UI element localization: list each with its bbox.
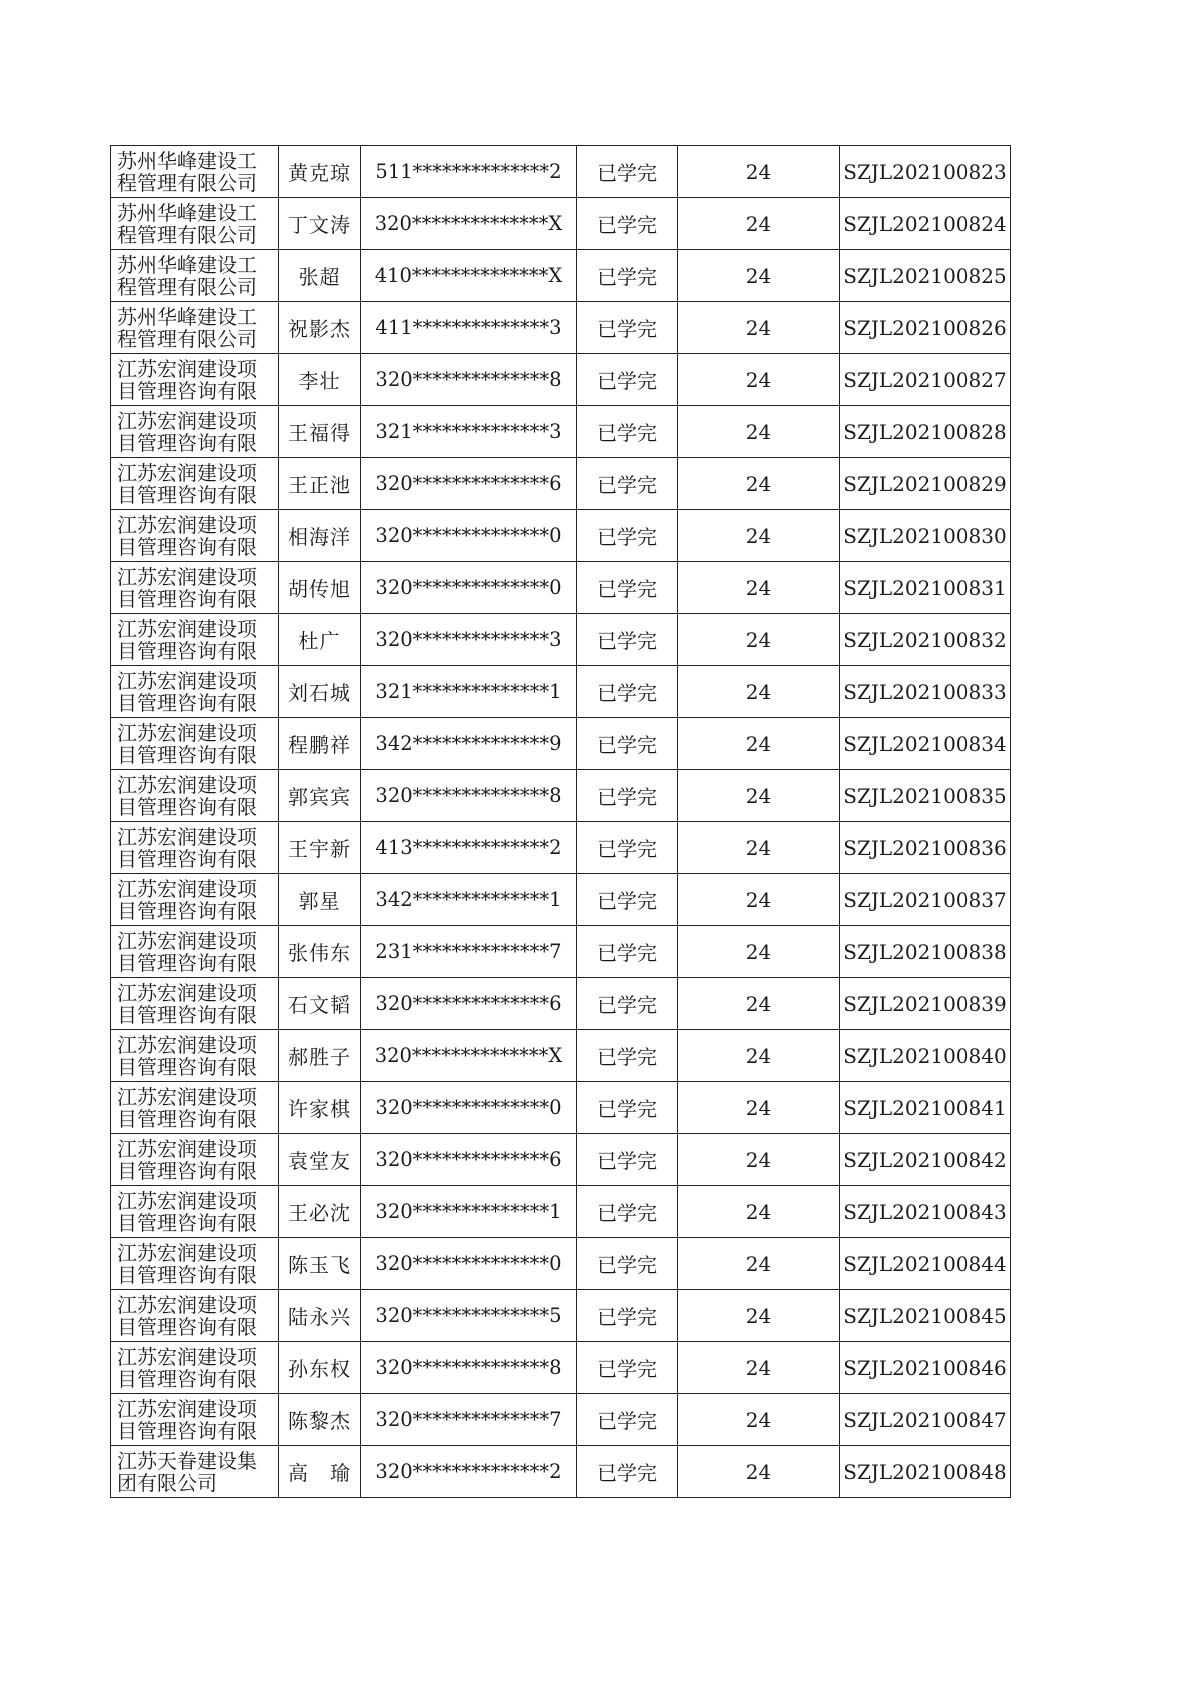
name-cell: 祝影杰: [279, 302, 361, 354]
company-line-1: 江苏宏润建设项: [117, 824, 257, 849]
status-cell: 已学完: [577, 458, 678, 510]
company-cell: [111, 250, 279, 302]
company-cell: [111, 978, 279, 1030]
name-cell: 孙东权: [279, 1342, 361, 1394]
certificate-number-cell: SZJL202100841: [840, 1082, 1011, 1134]
name-cell: 黄克琼: [279, 146, 361, 198]
name-cell: 王正池: [279, 458, 361, 510]
company-cell: [111, 822, 279, 874]
certificate-number-cell: SZJL202100842: [840, 1134, 1011, 1186]
status-cell: 已学完: [577, 1082, 678, 1134]
status-cell: 已学完: [577, 510, 678, 562]
company-cell: [111, 614, 279, 666]
name-cell: 程鹏祥: [279, 718, 361, 770]
company-line-1: 江苏宏润建设项: [117, 928, 257, 953]
company-line-2: 目管理咨询有限: [117, 1002, 257, 1027]
id-number-cell: 411**************3: [361, 302, 577, 354]
name-cell: 相海洋: [279, 510, 361, 562]
company-line-1: 苏州华峰建设工: [117, 200, 257, 225]
company-line-2: 目管理咨询有限: [117, 1366, 257, 1391]
certificate-number-cell: SZJL202100831: [840, 562, 1011, 614]
company-cell: [111, 1030, 279, 1082]
table-row: [111, 718, 1011, 770]
status-cell: 已学完: [577, 1342, 678, 1394]
table-row: [111, 1030, 1011, 1082]
certificate-number-cell: SZJL202100844: [840, 1238, 1011, 1290]
table-row: [111, 302, 1011, 354]
certificate-number-cell: SZJL202100838: [840, 926, 1011, 978]
status-cell: 已学完: [577, 614, 678, 666]
company-line-1: 江苏宏润建设项: [117, 616, 257, 641]
name-cell: 陈黎杰: [279, 1394, 361, 1446]
status-cell: 已学完: [577, 1238, 678, 1290]
company-line-2: 团有限公司: [117, 1470, 217, 1495]
certificate-number-cell: SZJL202100834: [840, 718, 1011, 770]
hours-cell: 24: [678, 1186, 840, 1238]
status-cell: 已学完: [577, 1186, 678, 1238]
name-cell: 郭星: [279, 874, 361, 926]
hours-cell: 24: [678, 510, 840, 562]
company-line-2: 目管理咨询有限: [117, 950, 257, 975]
company-line-1: 江苏宏润建设项: [117, 1292, 257, 1317]
certificate-number-cell: SZJL202100824: [840, 198, 1011, 250]
company-line-1: 江苏宏润建设项: [117, 1188, 257, 1213]
status-cell: 已学完: [577, 302, 678, 354]
table-row: [111, 1082, 1011, 1134]
id-number-cell: 231**************7: [361, 926, 577, 978]
certificate-number-cell: SZJL202100848: [840, 1446, 1011, 1498]
hours-cell: 24: [678, 1238, 840, 1290]
table-row: [111, 926, 1011, 978]
company-line-2: 目管理咨询有限: [117, 1314, 257, 1339]
id-number-cell: 320**************3: [361, 614, 577, 666]
status-cell: 已学完: [577, 1134, 678, 1186]
company-line-2: 目管理咨询有限: [117, 1106, 257, 1131]
certificate-number-cell: SZJL202100832: [840, 614, 1011, 666]
company-line-1: 江苏宏润建设项: [117, 512, 257, 537]
company-line-1: 江苏宏润建设项: [117, 980, 257, 1005]
table-row: [111, 354, 1011, 406]
status-cell: 已学完: [577, 250, 678, 302]
id-number-cell: 320**************X: [361, 1030, 577, 1082]
company-cell: [111, 354, 279, 406]
certificate-number-cell: SZJL202100827: [840, 354, 1011, 406]
hours-cell: 24: [678, 250, 840, 302]
hours-cell: 24: [678, 1342, 840, 1394]
id-number-cell: 321**************3: [361, 406, 577, 458]
company-line-1: 江苏宏润建设项: [117, 1344, 257, 1369]
name-cell: 石文韬: [279, 978, 361, 1030]
id-number-cell: 320**************1: [361, 1186, 577, 1238]
training-record-table: [110, 145, 1011, 1498]
hours-cell: 24: [678, 406, 840, 458]
name-cell: 王必沈: [279, 1186, 361, 1238]
id-number-cell: 320**************8: [361, 1342, 577, 1394]
table-row: [111, 614, 1011, 666]
hours-cell: 24: [678, 770, 840, 822]
status-cell: 已学完: [577, 666, 678, 718]
company-line-1: 江苏宏润建设项: [117, 668, 257, 693]
company-line-2: 目管理咨询有限: [117, 1210, 257, 1235]
name-cell: 李壮: [279, 354, 361, 406]
name-cell: 刘石城: [279, 666, 361, 718]
company-line-1: 江苏宏润建设项: [117, 564, 257, 589]
name-cell: 陆永兴: [279, 1290, 361, 1342]
id-number-cell: 320**************7: [361, 1394, 577, 1446]
company-line-1: 江苏宏润建设项: [117, 356, 257, 381]
company-cell: [111, 1290, 279, 1342]
name-cell: 郭宾宾: [279, 770, 361, 822]
table-row: [111, 1342, 1011, 1394]
certificate-number-cell: SZJL202100835: [840, 770, 1011, 822]
hours-cell: 24: [678, 666, 840, 718]
company-line-1: 江苏宏润建设项: [117, 1084, 257, 1109]
company-line-2: 目管理咨询有限: [117, 378, 257, 403]
hours-cell: 24: [678, 718, 840, 770]
table-row: [111, 146, 1011, 198]
company-line-1: 江苏宏润建设项: [117, 1032, 257, 1057]
company-line-2: 程管理有限公司: [117, 326, 257, 351]
table-row: [111, 1290, 1011, 1342]
company-line-2: 目管理咨询有限: [117, 846, 257, 871]
company-cell: [111, 874, 279, 926]
status-cell: 已学完: [577, 146, 678, 198]
table-row: [111, 822, 1011, 874]
status-cell: 已学完: [577, 770, 678, 822]
status-cell: 已学完: [577, 926, 678, 978]
hours-cell: 24: [678, 1082, 840, 1134]
hours-cell: 24: [678, 1290, 840, 1342]
company-line-1: 苏州华峰建设工: [117, 304, 257, 329]
id-number-cell: 320**************0: [361, 1082, 577, 1134]
hours-cell: 24: [678, 926, 840, 978]
company-cell: [111, 510, 279, 562]
table-row: [111, 666, 1011, 718]
company-line-1: 江苏宏润建设项: [117, 876, 257, 901]
table-row: [111, 1238, 1011, 1290]
status-cell: 已学完: [577, 354, 678, 406]
company-line-2: 目管理咨询有限: [117, 794, 257, 819]
company-cell: [111, 1394, 279, 1446]
company-cell: [111, 1446, 279, 1498]
certificate-number-cell: SZJL202100839: [840, 978, 1011, 1030]
id-number-cell: 320**************2: [361, 1446, 577, 1498]
certificate-number-cell: SZJL202100829: [840, 458, 1011, 510]
company-line-2: 目管理咨询有限: [117, 1418, 257, 1443]
name-cell: 许家棋: [279, 1082, 361, 1134]
id-number-cell: 320**************8: [361, 770, 577, 822]
hours-cell: 24: [678, 1394, 840, 1446]
name-cell: 高 瑜: [279, 1446, 361, 1498]
status-cell: 已学完: [577, 978, 678, 1030]
table-row: [111, 1186, 1011, 1238]
status-cell: 已学完: [577, 874, 678, 926]
company-cell: [111, 1342, 279, 1394]
hours-cell: 24: [678, 198, 840, 250]
company-line-1: 江苏宏润建设项: [117, 1396, 257, 1421]
company-cell: [111, 1186, 279, 1238]
certificate-number-cell: SZJL202100830: [840, 510, 1011, 562]
name-cell: 张超: [279, 250, 361, 302]
status-cell: 已学完: [577, 1446, 678, 1498]
company-cell: [111, 666, 279, 718]
name-cell: 张伟东: [279, 926, 361, 978]
table-row: [111, 406, 1011, 458]
name-cell: 杜广: [279, 614, 361, 666]
table-row: [111, 198, 1011, 250]
id-number-cell: 320**************5: [361, 1290, 577, 1342]
id-number-cell: 320**************0: [361, 562, 577, 614]
status-cell: 已学完: [577, 562, 678, 614]
hours-cell: 24: [678, 822, 840, 874]
company-line-2: 目管理咨询有限: [117, 1262, 257, 1287]
company-line-1: 苏州华峰建设工: [117, 148, 257, 173]
certificate-number-cell: SZJL202100843: [840, 1186, 1011, 1238]
table-row: [111, 874, 1011, 926]
certificate-number-cell: SZJL202100847: [840, 1394, 1011, 1446]
id-number-cell: 321**************1: [361, 666, 577, 718]
id-number-cell: 320**************8: [361, 354, 577, 406]
company-cell: [111, 406, 279, 458]
status-cell: 已学完: [577, 1290, 678, 1342]
company-line-2: 程管理有限公司: [117, 274, 257, 299]
company-line-2: 目管理咨询有限: [117, 586, 257, 611]
company-line-2: 目管理咨询有限: [117, 638, 257, 663]
table-body: [111, 146, 1011, 1498]
certificate-number-cell: SZJL202100828: [840, 406, 1011, 458]
name-cell: 郝胜子: [279, 1030, 361, 1082]
status-cell: 已学完: [577, 1394, 678, 1446]
company-cell: [111, 718, 279, 770]
table-row: [111, 562, 1011, 614]
company-line-1: 苏州华峰建设工: [117, 252, 257, 277]
name-cell: 胡传旭: [279, 562, 361, 614]
certificate-number-cell: SZJL202100846: [840, 1342, 1011, 1394]
id-number-cell: 320**************X: [361, 198, 577, 250]
id-number-cell: 413**************2: [361, 822, 577, 874]
company-line-2: 目管理咨询有限: [117, 534, 257, 559]
company-line-1: 江苏宏润建设项: [117, 720, 257, 745]
hours-cell: 24: [678, 1134, 840, 1186]
company-line-2: 目管理咨询有限: [117, 742, 257, 767]
company-cell: [111, 1238, 279, 1290]
certificate-number-cell: SZJL202100826: [840, 302, 1011, 354]
company-line-2: 目管理咨询有限: [117, 1158, 257, 1183]
id-number-cell: 410**************X: [361, 250, 577, 302]
company-cell: [111, 146, 279, 198]
id-number-cell: 511**************2: [361, 146, 577, 198]
company-cell: [111, 926, 279, 978]
name-cell: 陈玉飞: [279, 1238, 361, 1290]
status-cell: 已学完: [577, 406, 678, 458]
name-cell: 袁堂友: [279, 1134, 361, 1186]
certificate-number-cell: SZJL202100833: [840, 666, 1011, 718]
table-row: [111, 770, 1011, 822]
certificate-number-cell: SZJL202100845: [840, 1290, 1011, 1342]
company-cell: [111, 770, 279, 822]
hours-cell: 24: [678, 562, 840, 614]
company-cell: [111, 458, 279, 510]
company-cell: [111, 1082, 279, 1134]
table-row: [111, 250, 1011, 302]
name-cell: 王宇新: [279, 822, 361, 874]
company-line-2: 程管理有限公司: [117, 170, 257, 195]
company-line-1: 江苏宏润建设项: [117, 1136, 257, 1161]
company-line-2: 目管理咨询有限: [117, 898, 257, 923]
id-number-cell: 320**************6: [361, 978, 577, 1030]
hours-cell: 24: [678, 354, 840, 406]
status-cell: 已学完: [577, 718, 678, 770]
id-number-cell: 320**************0: [361, 510, 577, 562]
company-line-2: 目管理咨询有限: [117, 482, 257, 507]
table-row: [111, 978, 1011, 1030]
table-row: [111, 458, 1011, 510]
company-line-2: 目管理咨询有限: [117, 690, 257, 715]
hours-cell: 24: [678, 146, 840, 198]
hours-cell: 24: [678, 874, 840, 926]
company-line-1: 江苏宏润建设项: [117, 1240, 257, 1265]
id-number-cell: 342**************9: [361, 718, 577, 770]
status-cell: 已学完: [577, 822, 678, 874]
company-line-2: 目管理咨询有限: [117, 1054, 257, 1079]
company-line-2: 目管理咨询有限: [117, 430, 257, 455]
name-cell: 王福得: [279, 406, 361, 458]
hours-cell: 24: [678, 978, 840, 1030]
company-line-2: 程管理有限公司: [117, 222, 257, 247]
company-line-1: 江苏宏润建设项: [117, 772, 257, 797]
status-cell: 已学完: [577, 1030, 678, 1082]
company-cell: [111, 302, 279, 354]
hours-cell: 24: [678, 1030, 840, 1082]
certificate-number-cell: SZJL202100825: [840, 250, 1011, 302]
id-number-cell: 320**************6: [361, 1134, 577, 1186]
company-cell: [111, 1134, 279, 1186]
certificate-number-cell: SZJL202100823: [840, 146, 1011, 198]
company-cell: [111, 198, 279, 250]
id-number-cell: 320**************6: [361, 458, 577, 510]
table-row: [111, 1134, 1011, 1186]
table-row: [111, 1446, 1011, 1498]
hours-cell: 24: [678, 1446, 840, 1498]
table-row: [111, 1394, 1011, 1446]
company-line-1: 江苏宏润建设项: [117, 408, 257, 433]
table-row: [111, 510, 1011, 562]
id-number-cell: 320**************0: [361, 1238, 577, 1290]
name-cell: 丁文涛: [279, 198, 361, 250]
hours-cell: 24: [678, 458, 840, 510]
hours-cell: 24: [678, 614, 840, 666]
company-cell: [111, 562, 279, 614]
company-line-1: 江苏宏润建设项: [117, 460, 257, 485]
certificate-number-cell: SZJL202100837: [840, 874, 1011, 926]
certificate-number-cell: SZJL202100840: [840, 1030, 1011, 1082]
company-line-1: 江苏天眷建设集: [117, 1448, 257, 1473]
status-cell: 已学完: [577, 198, 678, 250]
id-number-cell: 342**************1: [361, 874, 577, 926]
certificate-number-cell: SZJL202100836: [840, 822, 1011, 874]
hours-cell: 24: [678, 302, 840, 354]
